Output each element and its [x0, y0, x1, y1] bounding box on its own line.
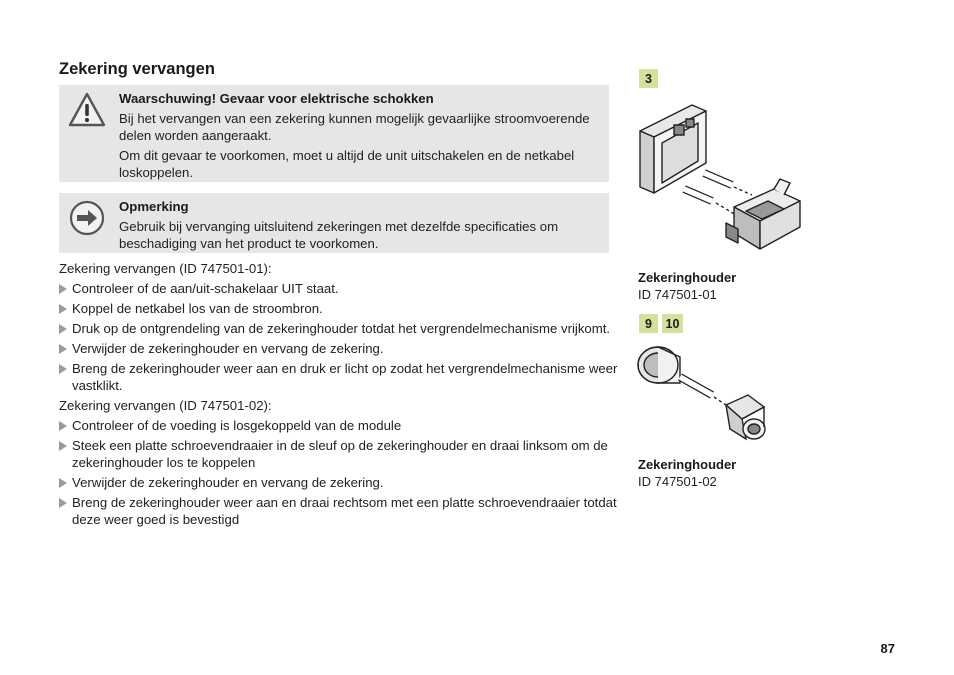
warning-box	[59, 85, 609, 182]
bullet-arrow-icon	[59, 324, 67, 334]
bullet-arrow-icon	[59, 284, 67, 294]
bullet-arrow-icon	[59, 441, 67, 451]
procedures	[59, 260, 619, 531]
list-item: Controleer of de voeding is losgekoppeld van de module	[59, 417, 619, 434]
bullet-arrow-icon	[59, 498, 67, 508]
figure2-caption	[638, 456, 736, 490]
bullet-arrow-icon	[59, 344, 67, 354]
bullet-arrow-icon	[59, 364, 67, 374]
arrow-right-icon	[68, 199, 106, 237]
list-item: Verwijder de zekeringhouder en vervang de zekering.	[59, 474, 619, 491]
list-item: Breng de zekeringhouder weer aan en druk er licht op zodat het vergrendelmechanisme weer vastklikt.	[59, 360, 619, 394]
note-heading: Opmerking	[119, 199, 189, 214]
procedure1-steps	[59, 280, 619, 394]
figure1-caption-id: ID 747501-01	[638, 287, 717, 302]
list-item: Steek een platte schroevendraaier in de sleuf op de zekeringhouder en draai linksom om de zekeringhouder los te koppelen	[59, 437, 619, 471]
bullet-arrow-icon	[59, 304, 67, 314]
note-text: Gebruik bij vervanging uitsluitend zekeringen met dezelfde specificaties om beschadiging van het product te voorkomen.	[119, 219, 559, 251]
list-item: Verwijder de zekeringhouder en vervang de zekering.	[59, 340, 619, 357]
fuse-holder-drawing-1	[634, 103, 814, 268]
page-number: 87	[880, 641, 895, 656]
procedure2-steps	[59, 417, 619, 528]
figure2-caption-id: ID 747501-02	[638, 474, 717, 489]
figure2-caption-name: Zekeringhouder	[638, 457, 737, 472]
list-item: Druk op de ontgrendeling van de zekeringhouder totdat het vergrendelmechanisme vrijkomt.	[59, 320, 619, 337]
figure2-badge-10: 10	[662, 314, 683, 333]
figure1-caption	[638, 269, 736, 303]
figure1-caption-name: Zekeringhouder	[638, 270, 737, 285]
page-title: Zekering vervangen	[59, 60, 215, 78]
bullet-arrow-icon	[59, 478, 67, 488]
list-item: Controleer of de aan/uit-schakelaar UIT staat.	[59, 280, 619, 297]
warning-heading: Waarschuwing! Gevaar voor elektrische schokken	[119, 91, 434, 106]
procedure1-intro: Zekering vervangen (ID 747501-01):	[59, 261, 272, 276]
list-item: Koppel de netkabel los van de stroombron.	[59, 300, 619, 317]
figure2-badge-9: 9	[639, 314, 658, 333]
warning-triangle-icon	[68, 91, 106, 129]
warning-text-1: Bij het vervangen van een zekering kunnen mogelijk gevaarlijke stroomvoerende delen worden aangeraakt.	[119, 111, 590, 143]
figure1-badge: 3	[639, 69, 658, 88]
warning-text-2: Om dit gevaar te voorkomen, moet u altijd de unit uitschakelen en de netkabel loskoppelen.	[119, 148, 575, 180]
note-box	[59, 193, 609, 253]
procedure2-intro: Zekering vervangen (ID 747501-02):	[59, 398, 272, 413]
fuse-holder-drawing-2	[636, 343, 776, 454]
list-item: Breng de zekeringhouder weer aan en draai rechtsom met een platte schroevendraaier totdat deze weer goed is bevestigd	[59, 494, 619, 528]
bullet-arrow-icon	[59, 421, 67, 431]
